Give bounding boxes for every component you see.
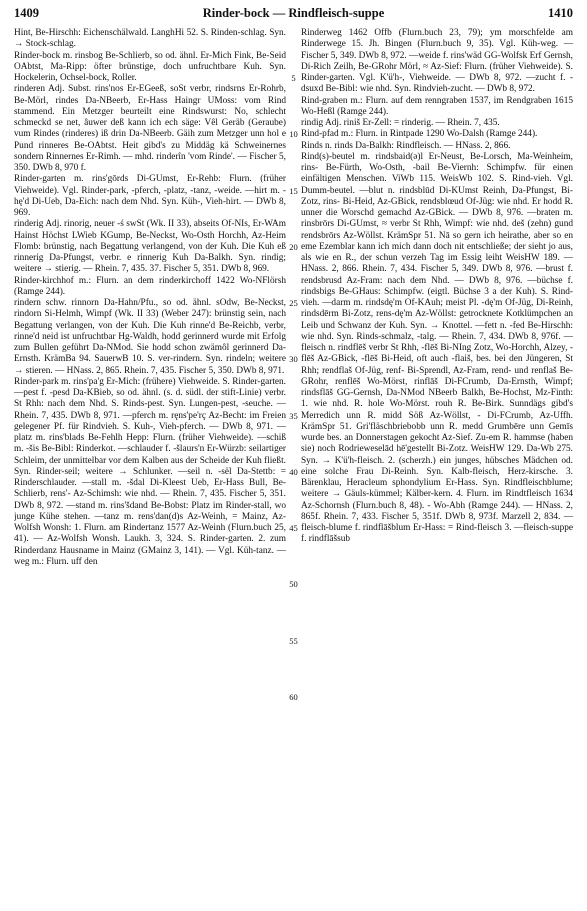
dictionary-entry: Rinds n. rinds Da-Balkh: Rindfleisch. — HNass. 2, 866.	[301, 140, 511, 151]
dictionary-entry: rindern schw. rinnorn Da-Hahn/Pfu., so od. ähnl. sOdw, Be-Neckst, rindorn Si-Helmh, Wimpf (Wk. II 33) (Weber 247): brünstig sein, nach Begattung verlangen, von der Kuh. Die Kuh rinne'd Be-Reichb, verbr, rinne'd neid ist unfruchtbar Hg-Waldh, hodd gerinnerd wurde mit Erfolg zum Bullen geführt Da-NMod. Sie hodd schon zwämôl gerinnerd Da-Ernsth. KrämBa 94. SauerwB 10. S. ver-rindern. Syn. rindeln; weitere → stieren. — HNass. 2, 865. Rhein. 7, 435. Fischer 5, 350. DWb 8, 971.	[14, 298, 286, 376]
running-title: Rinder-bock — Rindfleisch-suppe	[202, 6, 385, 20]
line-number-gutter	[284, 28, 304, 903]
page-header	[14, 6, 573, 26]
dictionary-entry: rindig Adj. riniš Er-Zell: = rinderig. — Rhein. 7, 435.	[301, 118, 500, 128]
page-number-right: 1410	[548, 6, 573, 20]
two-column-body	[14, 28, 573, 903]
line-number: 30	[289, 354, 298, 365]
line-number: 55	[289, 635, 298, 646]
line-number: 5	[291, 73, 296, 83]
line-number: 40	[289, 466, 298, 477]
line-number: 45	[289, 523, 298, 533]
dictionary-entry: Rinder-park m. rins'pa'g Er-Mich: (frühere) Viehweide. S. Rinder-garten. —pest f. -pesd Da-KBieb, so od. ähnl. (s. d. südl. der stift-Linie) verbr. St Rhh: nach dem Nhd. S. Rinds-pest. Syn. Lungen-pest, -seuche. — Rhein. 7, 435. DWb 8, 971. —pferch m. ręns'pe'rç Az-Becht: im Freien gelegener Pf. für Rindvieh. S. Kuh-, Vieh-pferch. — DWb 8, 971. —platz m. rins'blads Be-Fehlh Hepp: Flurn. (früher Viehweide). —schiß m. -šis Be-Bibl: Rinderkot. —schlauder f. -šlaurs'n Er-Würzb: seilartiger Schleim, der unmittelbar vor dem Kalben aus der Scheide der Kuh fließt. Syn. Rinder-seil; weitere → Schlunker. —seil n. -sël Da-Stettb: = Rinderschlauder. —stall m. -šdal Di-Kleest Ueb, Er-Hass Bull, Be-Schlierb, rens'- Az-Schimsh: wie nhd. — Rhein. 7, 435. Fischer 5, 351. DWb 8, 972. —stand m. rins'šdand Be-Bobst: Platz im Rinder-stall, wo junge Kühe stehen. —tanz m. rens'dan(d)s Az-Weinh, = Mainz, Az-Wolfsh Wonsh: 1. Flurn. am Rindertanz 1577 Az-Weinh (Flurn.buch 25, 41). — Az-Wolfsh Wonsh. Laukh. 3, 324. S. Rinder-garten. 2. zum Rinderdanz Hausname in Mainz (GMainz 3, 141). — Vgl. Küh-tanz. —weg m.: Flurn. uff den	[14, 376, 286, 567]
dictionary-entry: Rinder-garten m. rins'gōrds Di-GUmst, Er-Rehb: Flurn. (früher Viehweide). Vgl. Rinder-park, -pferch, -platz, -tanz, -weide. —hirt m. -hę'd Di-Ueb, Da-Eich: nach dem Nhd. Syn. Küh-, Vieh-hirt. — DWb 8, 969.	[14, 174, 286, 218]
line-number: 35	[289, 410, 298, 421]
line-number: 20	[289, 241, 298, 252]
dictionary-entry: Rind-graben m.: Flurn. auf dem renngraben 1537, im Rendgraben 1615 Wo-Heßl (Ramge 244).	[301, 95, 573, 117]
line-number: 50	[289, 579, 298, 590]
page-number-left: 1409	[14, 6, 39, 20]
line-number: 15	[289, 185, 298, 196]
left-column	[14, 28, 286, 903]
line-number: 10	[289, 129, 298, 140]
dictionary-entry: Rinderweg 1462 Offb (Flurn.buch 23, 79); ym morschfelde am Rinderwege 15. Jh. Bingen (Flurn.buch 9, 35). Vgl. Küh-weg. — Fischer 5, 349. DWb 8, 972. —weide f. rins'wäd GG-Wolfsk Erf Gernsh, Di-Rich Zeilh, Be-GRohr Mörl, ≈ Az-Sief: Flurn. (früher Viehweide). S. Rinder-garten. Vgl. K'ü'h-, Viehweide. — DWb 8, 972. —zucht f. -dsuxd Be-Bibl: wie nhd. Syn. Rindvieh-zucht. — DWb 8, 972.	[301, 28, 573, 95]
dictionary-entry: Hint, Be-Hirschh: Eichenschälwald. LanghHi 52. S. Rinden-schlag. Syn. → Stock-schlag.	[14, 28, 286, 50]
dictionary-entry: Rinder-bock m. rinsbog Be-Schlierb, so od. ähnl. Er-Mich Fink, Be-Seid OAbtst, Ma-Ripp: öfter brünstige, doch unfruchtbare Kuh. Syn. Hockelerin, Ochsel-bock, Roller.	[14, 50, 286, 83]
right-column	[301, 28, 573, 903]
dictionary-entry: rinderen Adj. Subst. rins'nos Er-EGeeß, soSt verbr, rindsrns Er-Rohrb, Be-Mörl, rindes Da-NBeerb, Er-Hass Haingr UMoss: vom Rind stammend. Ein Metzger beurteilt eine Rindswurst: No, schlecht schmeckd se net, âuwer deß kann ich ech säge: Vêl Geräb (Geraube) vum Rindes (rinderes) iß drin Da-NBeerb. Gäih zum Metzger unn hol e Pund rinneres Be-OAbtst. Heit gibd's zu Middäg kä Schweinernes sondern Rinnernes Er-Rimh. — mhd. rinderîn 'vom Rinde'. — Fischer 5, 350. DWb 8, 970 f.	[14, 84, 286, 173]
dictionary-entry: rinderig Adj. rinorig, neuer -ś swSt (Wk. II 33), abseits Of-NIs, Er-WAm Hainst Höchst LWieb KGump, Be-Neckst, Wo-Osth Horchh, Az-Heim Flomb: brünstig, nach Begattung verlangend, von der Kuh. Die Kuh eß rinnerig Da-Pfungst, verbr. e rinnerig Kuh Da-Balkh. Syn. rindig; weitere → stierig. — Rhein. 7, 435. 37. Fischer 5, 351. DWb 8, 969.	[14, 219, 286, 275]
dictionary-entry: Rind(s)-beutel m. rindsbaid(ə)l Er-Neust, Be-Lorsch, Ma-Weinheim, rins- Be-Fürth, Wo-Osth, -bail Be-Viernh: Schimpfw. für einen einfältigen Menschen. ViWb 115. WeisWb 102. S. Rind-vieh. Vgl. Dumm-beutel. —blut n. rindsblūd Di-KUmst Reinh, Da-Pfungst, Bi-Zotz, rins- Bi-Heid, Az-GBick, rendsblœud Of-Jüg: wie nhd. Er hodd R. unner die Worschd gemachd Az-GBick. — DWb 8, 976. —braten m. rinsbrōrs Di-GUmst, ≈ verbr St Rhh, Wimpf: wie nhd. deš (zehn) gund rendsbrōrs Az-Wöllst. KrämSpr 51. Nā so gern ich heirathe, aber so en eme Ezemblar kann ich mich dann doch nit entschließe; der sieht jo aus, als wie en R., der schun verzeh Tag im Essig leiht WeisHW 189. — HNass. 2, 866. Rhein. 7, 434. Fischer 5, 349. DWb 8, 976. —brust f. rendsbrusd Az-Fram: nach dem Nhd. — DWb 8, 976. —büchse f. rindsbigs Be-GHaus: Schimpfw. (eigtl. Büchse 3 a der Kuh). S. Rind-vieh. —darm m. rindsdę'm Of-KAuh; meist Pl. -dę'm Of-Jüg, Di-Reinh, rindsdērm Bi-Zotz, rens-dę'm Az-Wöllst: getrocknete Kotklümpchen an Leib und Schwanz der Kuh. Syn. → Knottel. —fett n. -fed Be-Hirschh: wie nhd. Syn. Rinds-schmalz, -talg. — Rhein. 7, 434. DWb 8, 976f. —fleisch n. rindflēš verbr St Rhh, -flēš Bi-NIng Zotz, Wo-Horchh, Alzey, -flēš Az-GBick, -flēš Bi-Heid, oft auch -flaiš, bes. bei den Jüngeren, St Rhh; rendflaš Of-Jüg, renf- Bi-Sprendl, Az-Fram, rend- und renflaš Be-GRohr, renflēš Wo-Mörst, rinflāš Di-FCrumb, Da-Ernsth, Wimpf; rindsflāš GG-Gernsh, Da-NMod NBeerb Balkh, Be-Hochst, Mz-Finth: 1. wie nhd. R. hole Wo-Mörst. rouh R. Be-Birk. Sunndägs gibd's Merredich unn R. midd Söß Az-Wöllst, - Di-FCrumb, Az-Uffh. KrämSpr 51. Gri'fläschbriebobb unn R. medd Grumbēre unn Gemīs wurde bes. an Donnerstagen gekocht Az-Sief. Zu-em R. hammse (haben sie) noch Rodrieweselād hē'gestellt Bi-Zotz. WeisHW 129. Da-Wb 275. Syn. → K'ü'h-fleisch. 2. (scherzh.) ein junges, hübsches Mädchen od. eine solche Frau Di-Reinh. Syn. Kalb-fleisch, Herz-kirsche. 3. Bärenklau, Heracleum sphondylium Er-Hass. Syn. Rindfleischblume; weitere → Gäuls-kümmel; Kälber-kern. 4. Flurn. im Rindtfleisch 1634 Az-Schornsh (Flurn.buch 8, 48). - Wo-Abh (Ramge 244). — HNass. 2, 865f. Rhein. 7, 433. Fischer 5, 351f. DWb 8, 973f. Marzell 2, 834. —fleisch-blume f. rindflāšblum Er-Hass: = Rind-fleisch 3. —fleisch-suppe f. rindflāšsub	[301, 151, 573, 545]
line-number: 25	[289, 298, 298, 308]
dictionary-entry: Rinder-kirchhof m.: Flurn. an dem rinderkirchoff 1422 Wo-NFlörsh (Ramge 244).	[14, 275, 286, 297]
line-number: 60	[289, 691, 298, 702]
dictionary-entry: Rind-pfad m.: Flurn. in Rintpade 1290 Wo-Dalsh (Ramge 244).	[301, 129, 538, 140]
